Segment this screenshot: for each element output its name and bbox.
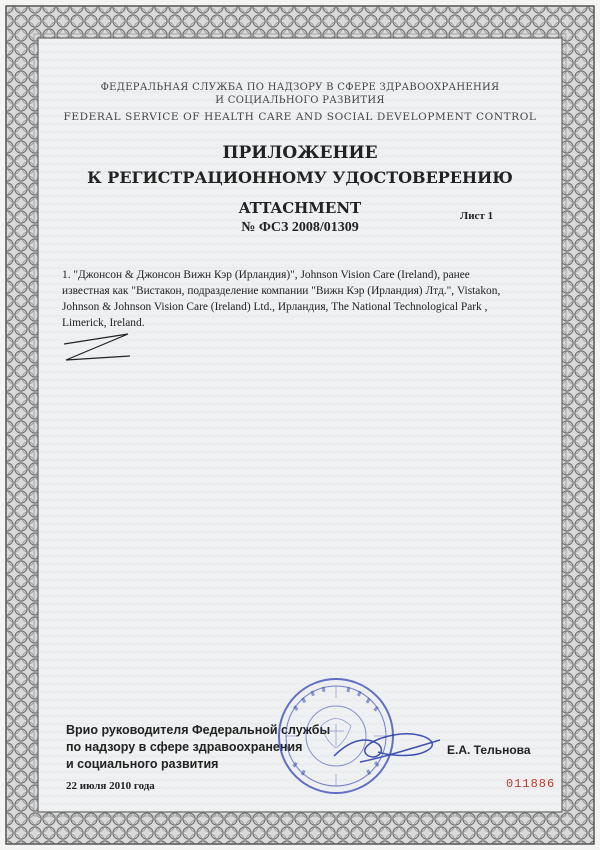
agency-name-ru-line1: ФЕДЕРАЛЬНАЯ СЛУЖБА ПО НАДЗОРУ В СФЕРЕ ЗДРАВООХРАНЕНИЯ (100, 82, 500, 93)
document-title-en: ATTACHMENT (238, 199, 362, 217)
agency-name-en: FEDERAL SERVICE OF HEALTH CARE AND SOCIAL DEVELOPMENT CONTROL (63, 111, 537, 123)
document-title: ПРИЛОЖЕНИЕ (222, 143, 378, 163)
signer-title-line: и социального развития (66, 757, 219, 771)
agency-name-ru-line2: И СОЦИАЛЬНОГО РАЗВИТИЯ (215, 95, 385, 106)
body-line: Limerick, Ireland. (62, 317, 145, 329)
printer-fineprint: · · · · · · · · · · · · · · · · · · · · · · · · · · · · · · · · · · · · · · · · · · · · · · · · · · (120, 822, 231, 826)
sheet-number: Лист 1 (460, 210, 494, 222)
signer-title-line: по надзору в сфере здравоохранения (66, 740, 303, 754)
handwritten-signature (330, 722, 445, 772)
issue-date: 22 июля 2010 года (66, 780, 155, 792)
signer-name: Е.А. Тельнова (447, 743, 531, 757)
z-strikeout-mark (62, 330, 132, 366)
body-line: 1. "Джонсон & Джонсон Вижн Кэр (Ирландия)", Johnson Vision Care (Ireland), ранее (62, 269, 470, 281)
document-subtitle: К РЕГИСТРАЦИОННОМУ УДОСТОВЕРЕНИЮ (87, 168, 513, 187)
serial-number: 011886 (506, 777, 556, 791)
registration-number: № ФСЗ 2008/01309 (241, 220, 359, 235)
body-line: известная как "Вистакон, подразделение компании "Вижн Кэр (Ирландия) Лтд.", Vistakon, (62, 285, 501, 297)
attachment-body (62, 267, 552, 331)
body-line: Johnson & Johnson Vision Care (Ireland) Ltd., Ирландия, The National Technological Park , (62, 301, 488, 313)
signer-title-line: Врио руководителя Федеральной службы (66, 723, 331, 737)
